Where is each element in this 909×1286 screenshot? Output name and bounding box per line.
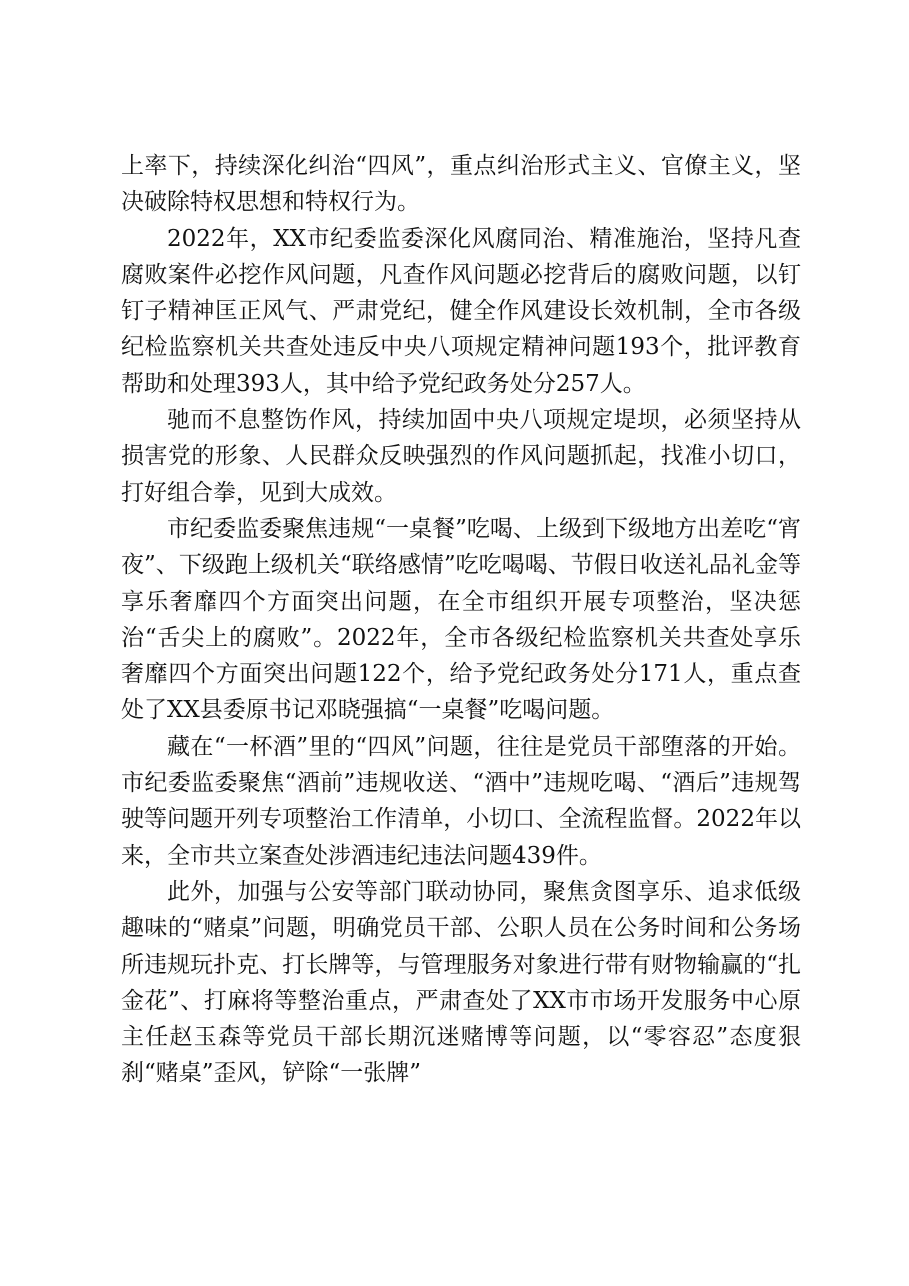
paragraph-alcohol-issues: 藏在“一杯酒”里的“四风”问题，往往是党员干部堕落的开始。市纪委监委聚焦“酒前”违规收送、“酒中”违规吃喝、“酒后”违规驾驶等问题开列专项整治工作清单，小切口、全流程监督。2022年以来，全市共立案查处涉酒违纪违法问题439件。: [121, 733, 801, 869]
paragraph-2022-statistics: 2022年，XX市纪委监委深化风腐同治、精准施治，坚持凡查腐败案件必挖作风问题，凡查作风问题必挖背后的腐败问题，以钉钉子精神匡正风气、严肃党纪，健全作风建设长效机制，全市各级纪检监察机关共查处违反中央八项规定精神问题193个，批评教育帮助和处理393人，其中给予党纪政务处分257人。: [121, 225, 801, 397]
document-body: [121, 148, 801, 1092]
paragraph-rectify-style: 驰而不息整饬作风，持续加固中央八项规定堤坝，必须坚持从损害党的形象、人民群众反映强烈的作风问题抓起，找准小切口，打好组合拳，见到大成效。: [121, 407, 801, 506]
paragraph-gambling-issues: 此外，加强与公安等部门联动协同，聚焦贪图享乐、追求低级趣味的“赌桌”问题，明确党员干部、公职人员在公务时间和公务场所违规玩扑克、打长牌等，与管理服务对象进行带有财物输赢的“扎金花”、打麻将等整治重点，严肃查处了XX市市场开发服务中心原主任赵玉森等党员干部长期沉迷赌博等问题，以“零容忍”态度狠刹“赌桌”歪风，铲除“一张牌”: [121, 878, 801, 1087]
paragraph-continuation: 上率下，持续深化纠治“四风”，重点纠治形式主义、官僚主义，坚决破除特权思想和特权行为。: [121, 153, 801, 216]
paragraph-one-table-meal: 市纪委监委聚焦违规“一桌餐”吃喝、上级到下级地方出差吃“宵夜”、下级跑上级机关“联络感情”吃吃喝喝、节假日收送礼品礼金等享乐奢靡四个方面突出问题，在全市组织开展专项整治，坚决惩治“舌尖上的腐败”。2022年，全市各级纪检监察机关共查处享乐奢靡四个方面突出问题122个，给予党纪政务处分171人，重点查处了XX县委原书记邓晓强搞“一桌餐”吃喝问题。: [121, 515, 801, 724]
